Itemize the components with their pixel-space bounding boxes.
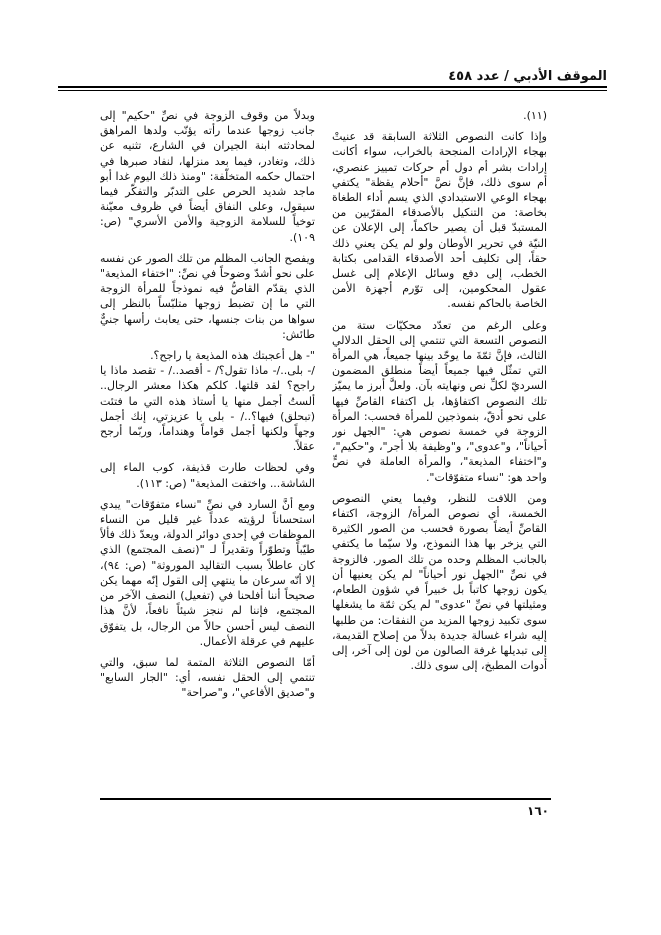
paragraph: وإذا كانت النصوص الثلاثة السابقة قد عنيتْ بهجاء الإرادات المنجحة بالخراب، سواء أكانت إرادات بشر أم دول أم حركات تمييز عنصري، أم سوى ذلك، فإنَّ نصَّ "أحلام يقظة" يكتفي بهجاء الوعي الاستبدادي الذي يسم أداء الطغاة بخاصة: من التنكيل بالأصدقاء المقرّبين من المستبدّ قبل أن يصير حاكماً، إلى الإعلان عن النيّة في تحرير الأوطان ولو لم يكن يعني ذلك حقاً، إلى تكليف أحد الأصدقاء القدامى بكتابة الخطب، إلى دفع وسائل الإعلام إلى غسل عقول المحكومين، إلى توّرم أجهزة الأمن الخاصة بالحاكم نفسه. bbox=[332, 130, 547, 311]
right-column bbox=[332, 108, 547, 788]
paragraph: (١١). bbox=[523, 109, 547, 122]
paragraph: ومع أنَّ السارد في نصِّ "نساء متفوّقات" يبدي استحساناً لرؤيته عدداً غير قليل من النساء الموظفات في إحدى دوائر الدولة، ويعدّ ذلك فألاً طيّباً وتطوّراً وتقديراً لـ "(نصف المجتمع) الذي كان عاطلاً بسبب التقاليد الموروثة" (ص: ٩٤)، إلا أنّه سرعان ما ينتهي إلى القول إنّه مهما يكن صحيحاً أننا أفلحنا في (تفعيل) النصف الآخر من المجتمع، فإننا لم ننجز شيئاً نافعاً، لأنَّ هذا النصف ليس أحسن حالاً من الرجال، بل يتفوّق عليهم في عرقلة الأعمال. bbox=[100, 497, 315, 648]
left-column bbox=[100, 108, 315, 788]
paragraph: وفي لحظات طارت قذيفة، كوب الماء إلى الشاشة... واختفت المذيعة" (ص: ١١٣). bbox=[100, 461, 315, 490]
footer-rule bbox=[100, 798, 551, 800]
dialog-line: /- بلى../- ماذا تقول؟/ - أقصد../ - تقصد ماذا يا راجح؟ لقد قلتها. كلكم هكذا معشر الرجال.. ألستُ أجمل منها يا أستاذ هذه التي ما فتئت (تبحلق) فيها؟../ - بلى يا عزيزتي، إنك أجمل وجهاً ولكنها أجمل قواماً وهنداماً، وربّما أرجح عقلاً. bbox=[100, 364, 315, 454]
page-number: ١٦٠ bbox=[527, 804, 549, 818]
text-columns bbox=[100, 108, 547, 788]
paragraph: وبدلاً من وقوف الزوجة في نصِّ "حكيم" إلى جانب زوجها عندما رأته يؤنّب ولدها المراهق لمحادثته ابنة الجيران في الشارع، تثنيه عن ذلك، وتغادر، فيما بعد منزلها، لنفاد صبرها في احتمال حكمه المتخلّفة: "ومنذ ذلك اليوم غدا أبو ماجد شديد الحرص على التدبّر والتفكّر فيما سيقول، وعلى النفاق أيضاً في ظروف معيّنة توخياً للسلامة الزوجية والأمن الأسري" (ص: ١٠٩). bbox=[100, 109, 315, 244]
paragraph: ويفصح الجانب المظلم من تلك الصور عن نفسه على نحو أشدّ وضوحاً في نصِّ: "اختفاء المذيعة" الذي يقدّم القاصُّ فيه نموذجاً للمرأة الزوجة التي ما إن تضبط زوجها متلبّساً بالنظر إلى سواها من بنات جنسها، حتى يعابث رأسها جنيٌّ طائش: bbox=[100, 251, 315, 341]
journal-title: الموقف الأدبي / عدد ٤٥٨ bbox=[448, 69, 607, 84]
paragraph: وعلى الرغم من تعدّد محكيّات ستة من النصوص التسعة التي تنتمي إلى الحقل الدلالي الثالث، فإنَّ ثمّةَ ما يوحّد بينها جميعاً، هي المرأة التي تمثّل فيها جميعاً أيضاً منطلق المضمون السرديّ لكلِّ نص ونهايته بآن. ولعلَّ أبرز ما يميّز تلك النصوص اكتفاؤها، بل اكتفاء القاصِّ فيها على نحو أدقّ، بنموذجين للمرأة فحسب: المرأة الزوجة في خمسة نصوص هي: "الجهل نور أحياناً"، و"عدوى"، و"وظيفة بلا أجر"، و"حكيم"، و"اختفاء المذيعة"، والمرأة العاملة في نصٍّ واحد هو: "نساء متفوّقات". bbox=[332, 318, 547, 484]
paragraph: ومن اللافت للنظر، وفيما يعني النصوص الخمسة، أي نصوص المرأة/ الزوجة، اكتفاء القاصِّ أيضاً بصورة فحسب من الصور الكثيرة التي يزخر بها هذا النموذج، ولا سيّما ما يكتفي بالجانب المظلم وحده من تلك الصور. فالزوجة في نصِّ "الجهل نور أحياناً" لم يكن يعنيها أن يكون زوجها كاتباً بل خبيراً في شؤون الطعام، ومثيلتها في نصِّ "عدوى" لم يكن ثمّة ما يشغلها سوى تكبيد زوجها المزيد من النفقات: من طلبها إليه شراء غسالة جديدة بدلاً من إصلاح القديمة، إلى تبديلها غرفة الصالون من لون إلى آخر، إلى أدوات المطبخ، إلى سوى ذلك. bbox=[332, 491, 547, 673]
dialog-line: "- هل أعجبتك هذه المذيعة يا راجح؟. bbox=[150, 349, 315, 363]
paragraph: أمّا النصوص الثلاثة المتمة لما سبق، والتي تنتمي إلى الحقل نفسه، أي: "الجار السابع" و"صديق الأفاعي"، و"صراحة" bbox=[100, 655, 315, 700]
page-header bbox=[58, 62, 607, 84]
header-rule-thin bbox=[58, 90, 607, 91]
header-rule-thick bbox=[58, 86, 607, 88]
